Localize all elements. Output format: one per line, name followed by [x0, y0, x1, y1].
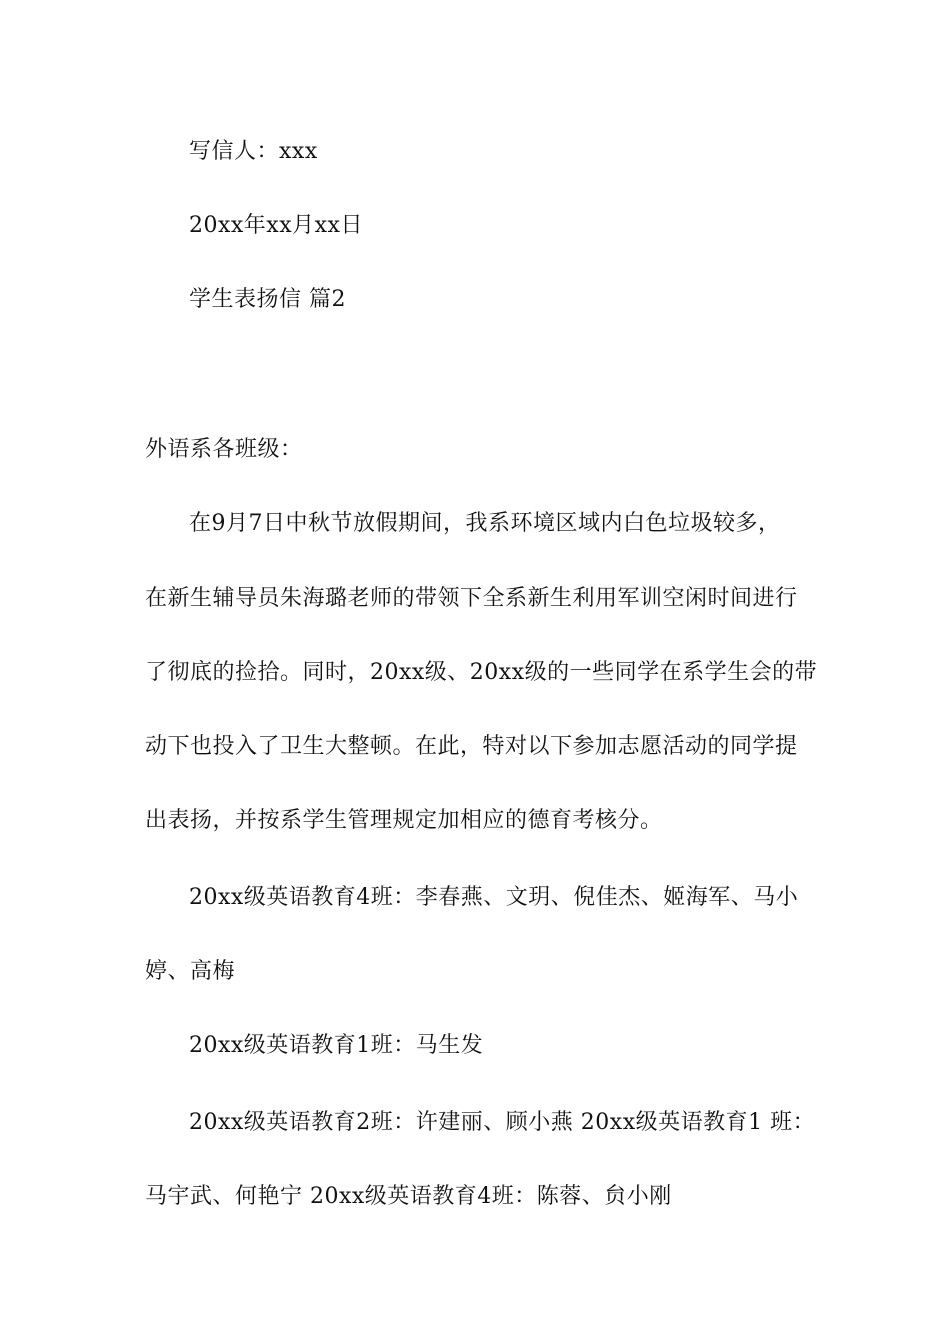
class-line: 20xx级英语教育1班：马生发 [189, 1033, 484, 1058]
section-title: 学生表扬信 篇2 [189, 287, 346, 312]
class-line: 马宇武、何艳宁 20xx级英语教育4班：陈蓉、贠小刚 [145, 1184, 672, 1209]
body-line: 了彻底的捡拾。同时，20xx级、20xx级的一些同学在系学生会的带 [145, 660, 818, 685]
body-line: 在9月7日中秋节放假期间，我系环境区域内白色垃圾较多， [189, 511, 781, 536]
class-line: 20xx级英语教育4班：李春燕、文玥、倪佳杰、姬海军、马小 [189, 885, 799, 910]
body-line: 在新生辅导员朱海璐老师的带领下全系新生利用军训空闲时间进行 [145, 586, 798, 611]
class-line: 婷、高梅 [145, 959, 236, 984]
body-line: 出表扬，并按系学生管理规定加相应的德育考核分。 [145, 808, 663, 833]
date-line: 20xx年xx月xx日 [189, 213, 363, 238]
salutation: 外语系各班级： [145, 437, 303, 462]
writer-line: 写信人：xxx [189, 139, 318, 164]
body-line: 动下也投入了卫生大整顿。在此，特对以下参加志愿活动的同学提 [145, 734, 798, 759]
class-line: 20xx级英语教育2班：许建丽、顾小燕 20xx级英语教育1 班： [189, 1110, 816, 1135]
